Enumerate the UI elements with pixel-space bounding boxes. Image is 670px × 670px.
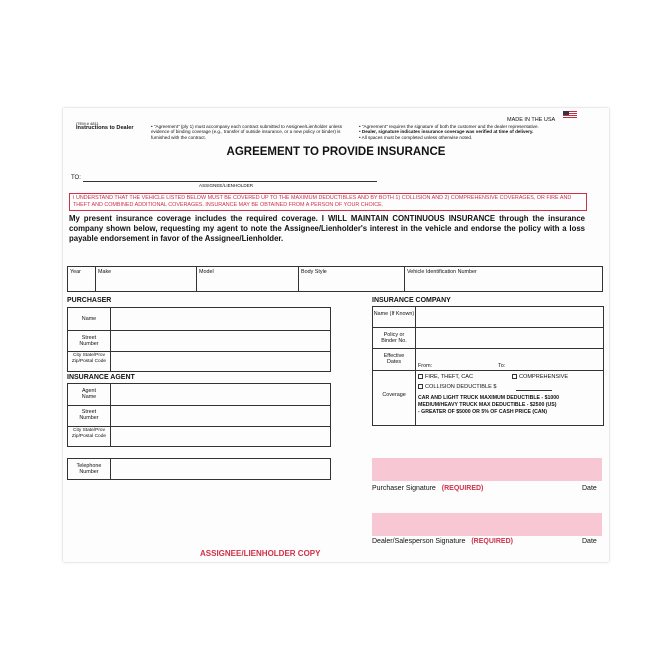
collision-amount-line[interactable] — [516, 390, 552, 391]
agent-box — [67, 383, 331, 447]
company-heading: INSURANCE COMPANY — [372, 297, 451, 304]
vehicle-info-row — [67, 266, 603, 292]
made-in-usa: MADE IN THE USA — [507, 117, 556, 123]
instructions-col1: • "Agreement" (ply 1) must accompany each contract submitted to Assignee/Lienholder unless evidence of binding coverage (e.g., transfer of outside insurance, or a new policy or binder) is furnished with the contract. — [151, 124, 343, 140]
to-date-label: To: — [498, 363, 506, 369]
agent-city-input[interactable] — [112, 427, 330, 447]
agent-name-input[interactable] — [112, 384, 330, 404]
purchaser-street-label: Street Number — [79, 335, 99, 347]
purchaser-street-input[interactable] — [112, 331, 330, 351]
copy-designation: ASSIGNEE/LIENHOLDER COPY — [200, 549, 321, 558]
from-label: From: — [418, 363, 433, 369]
purchaser-city-label: City State/Prov Zip/Postal Code — [71, 353, 107, 364]
insurance-agreement-form — [63, 108, 609, 562]
coverage-label: Coverage — [382, 392, 406, 398]
form-title: AGREEMENT TO PROVIDE INSURANCE — [226, 146, 446, 158]
vin-field[interactable]: Vehicle Identification Number — [407, 269, 477, 275]
agent-city-label: City State/Prov Zip/Postal Code — [71, 428, 107, 439]
collision-checkbox[interactable] — [418, 384, 423, 389]
telephone-input[interactable] — [112, 459, 330, 479]
purchaser-box — [67, 307, 331, 372]
model-field[interactable]: Model — [199, 269, 214, 275]
comprehensive-option[interactable]: COMPREHENSIVE — [512, 374, 568, 380]
to-label: TO: — [71, 175, 81, 181]
purchaser-heading: PURCHASER — [67, 297, 112, 304]
policy-input[interactable] — [417, 328, 603, 347]
agent-street-input[interactable] — [112, 406, 330, 426]
make-field[interactable]: Make — [98, 269, 112, 275]
purchaser-required-tag: (REQUIRED) — [441, 485, 484, 492]
agent-street-label: Street Number — [79, 409, 99, 421]
purchaser-name-label: Name — [81, 316, 97, 322]
fire-theft-option[interactable]: FIRE, THEFT, CAC — [418, 374, 473, 380]
agent-name-label: Agent Name — [81, 388, 97, 400]
company-name-input[interactable] — [417, 307, 603, 326]
policy-label: Policy or Binder No. — [381, 332, 407, 344]
dealer-date-label: Date — [582, 538, 597, 545]
assignee-sublabel: ASSIGNEE/LIENHOLDER — [199, 183, 254, 188]
company-box — [372, 306, 604, 426]
deductible-info: CAR AND LIGHT TRUCK MAXIMUM DEDUCTIBLE - $1000 MEDIUM/HEAVY TRUCK MAX DEDUCTIBLE - $2500 (US) - GREATER OF $5000 OR 5% OF CASH PRICE (CAN) — [418, 395, 560, 416]
collision-option[interactable]: COLLISION DEDUCTIBLE $ — [418, 384, 497, 390]
telephone-box — [67, 458, 331, 480]
purchaser-signature-field[interactable] — [372, 458, 602, 481]
instructions-col2: • "Agreement" requires the signature of both the customer and the dealer representative. • Dealer, signature indicates insurance coverage was verified at time of delivery. • All spaces must be completed unless otherwise noted. — [359, 124, 539, 140]
assignee-line[interactable] — [83, 181, 377, 182]
item-number: ITEM # 4811 — [76, 121, 99, 126]
flag-icon — [563, 111, 577, 119]
insurance-statement: My present insurance coverage includes the required coverage. I WILL MAINTAIN CONTINUOUS INSURANCE through the insurance company shown below, requesting my agent to note the Assignee/Lienholder's interest in the vehicle and endorse the policy with a loss payable endorsement in favor of the Assignee/Lienholder. — [69, 214, 585, 243]
body-style-field[interactable]: Body Style — [301, 269, 327, 275]
company-name-label: Name (If Known) — [373, 311, 415, 317]
agent-heading: INSURANCE AGENT — [67, 374, 135, 381]
purchaser-name-input[interactable] — [112, 308, 330, 329]
purchaser-city-input[interactable] — [112, 352, 330, 372]
dealer-signature-field[interactable] — [372, 513, 602, 536]
comprehensive-checkbox[interactable] — [512, 374, 517, 379]
purchaser-date-label: Date — [582, 485, 597, 492]
purchaser-signature-label: Purchaser Signature (REQUIRED) — [372, 485, 484, 492]
telephone-label: Telephone Number — [76, 463, 102, 475]
dealer-required-tag: (REQUIRED) — [471, 538, 513, 545]
effective-dates-label: Effective Dates — [383, 353, 405, 365]
year-field[interactable]: Year — [70, 269, 81, 275]
dealer-signature-label: Dealer/Salesperson Signature (REQUIRED) — [372, 538, 513, 545]
requirement-notice: I UNDERSTAND THAT THE VEHICLE LISTED BELOW MUST BE COVERED UP TO THE MAXIMUM DEDUCTIBLES AND BY BOTH 1) COLLISION AND 2) COMPREHENSIVE COVERAGES, OR FIRE AND THEFT AND COMBINED ADDITIONAL COVERAGES. INSURANCE MAY BE OBTAINED FROM A PERSON OF YOUR CHOICE. — [69, 193, 587, 211]
instructions-label: Instructions to Dealer — [76, 125, 134, 131]
fire-theft-checkbox[interactable] — [418, 374, 423, 379]
